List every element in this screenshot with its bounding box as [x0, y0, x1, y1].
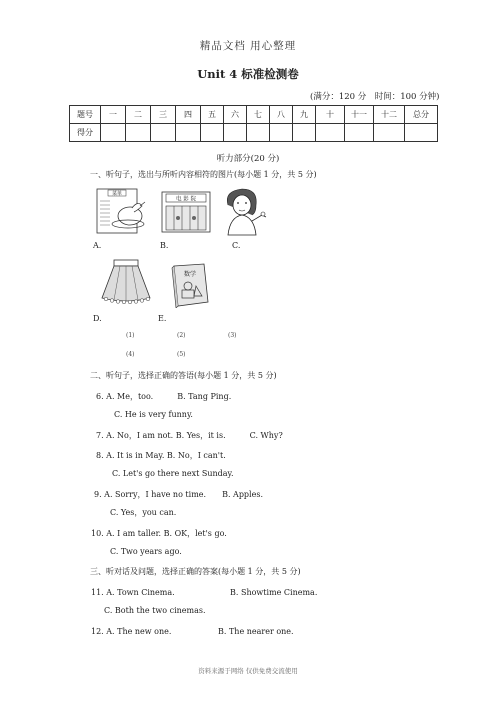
score-cell[interactable]	[405, 124, 438, 142]
table-cell: 十一	[345, 106, 374, 124]
footer-note: 资料来源于网络 仅供免费交流使用	[198, 667, 298, 675]
score-cell[interactable]	[176, 124, 201, 142]
question-line: B. The nearer one.	[218, 627, 294, 636]
question-line: 11. A. Town Cinema.	[91, 588, 175, 597]
question-line: 9. A. Sorry，I have no time. B. Apples.	[94, 490, 263, 499]
table-cell: 题号	[70, 106, 101, 124]
blank-5[interactable]: (5)	[177, 351, 186, 358]
label-c: C.	[232, 241, 241, 250]
label-b: B.	[160, 241, 169, 250]
score-cell[interactable]	[224, 124, 247, 142]
cinema-sign: 电 影 院	[176, 196, 196, 203]
picture-e-math-book	[168, 262, 212, 308]
table-cell: 得分	[70, 124, 101, 142]
question-line: 8. A. It is in May. B. No，I can't.	[96, 451, 226, 460]
label-e: E.	[158, 314, 167, 323]
table-cell: 一	[101, 106, 126, 124]
score-cell[interactable]	[201, 124, 224, 142]
table-cell: 二	[126, 106, 151, 124]
question-line: C. Yes，you can.	[110, 508, 177, 517]
table-cell: 十	[316, 106, 345, 124]
question-line: 7. A. No，I am not. B. Yes，it is. C. Why?	[96, 431, 283, 440]
blank-4[interactable]: (4)	[126, 351, 135, 358]
table-cell: 总分	[405, 106, 438, 124]
part3-heading: 三、听对话及问题，选择正确的答案(每小题 1 分，共 5 分)	[90, 567, 301, 576]
picture-a-menu	[96, 188, 154, 234]
question-line: C. Two years ago.	[110, 547, 182, 556]
score-cell[interactable]	[345, 124, 374, 142]
blank-2[interactable]: (2)	[177, 332, 186, 339]
picture-d-skirt	[96, 258, 156, 306]
table-cell: 八	[270, 106, 293, 124]
picture-c-woman	[218, 187, 268, 237]
score-table-header-row	[70, 106, 438, 124]
score-info: (满分：120 分 时间：100 分钟)	[310, 92, 440, 102]
header-note: 精品文档 用心整理	[199, 40, 297, 52]
table-cell: 七	[247, 106, 270, 124]
table-cell: 十二	[374, 106, 405, 124]
blank-3[interactable]: (3)	[228, 332, 237, 339]
blank-1[interactable]: (1)	[126, 332, 135, 339]
page-title: Unit 4 标准检测卷	[197, 67, 299, 81]
table-cell: 五	[201, 106, 224, 124]
score-cell[interactable]	[374, 124, 405, 142]
score-cell[interactable]	[101, 124, 126, 142]
table-cell: 六	[224, 106, 247, 124]
score-cell[interactable]	[293, 124, 316, 142]
question-line: 6. A. Me，too. B. Tang Ping.	[96, 392, 232, 401]
score-table-score-row	[70, 124, 438, 142]
score-cell[interactable]	[151, 124, 176, 142]
table-cell: 三	[151, 106, 176, 124]
part1-heading: 一、听句子，选出与所听内容相符的图片(每小题 1 分，共 5 分)	[90, 170, 317, 179]
score-cell[interactable]	[270, 124, 293, 142]
score-cell[interactable]	[316, 124, 345, 142]
question-line: B. Showtime Cinema.	[230, 588, 318, 597]
question-line: 10. A. I am taller. B. OK，let's go.	[91, 529, 227, 538]
picture-b-cinema	[160, 190, 212, 234]
score-cell[interactable]	[247, 124, 270, 142]
part2-heading: 二、听句子，选择正确的答语(每小题 1 分，共 5 分)	[90, 371, 277, 380]
label-a: A.	[93, 241, 102, 250]
score-cell[interactable]	[126, 124, 151, 142]
table-cell: 九	[293, 106, 316, 124]
question-line: C. Let's go there next Sunday.	[112, 469, 234, 478]
menu-label: 菜单	[111, 191, 123, 197]
label-d: D.	[93, 314, 102, 323]
listening-section-title: 听力部分(20 分)	[216, 154, 280, 164]
question-line: 12. A. The new one.	[91, 627, 172, 636]
question-line: C. He is very funny.	[114, 410, 193, 419]
score-table	[69, 105, 438, 142]
book-title: 数学	[183, 271, 197, 278]
table-cell: 四	[176, 106, 201, 124]
question-line: C. Both the two cinemas.	[104, 606, 206, 615]
